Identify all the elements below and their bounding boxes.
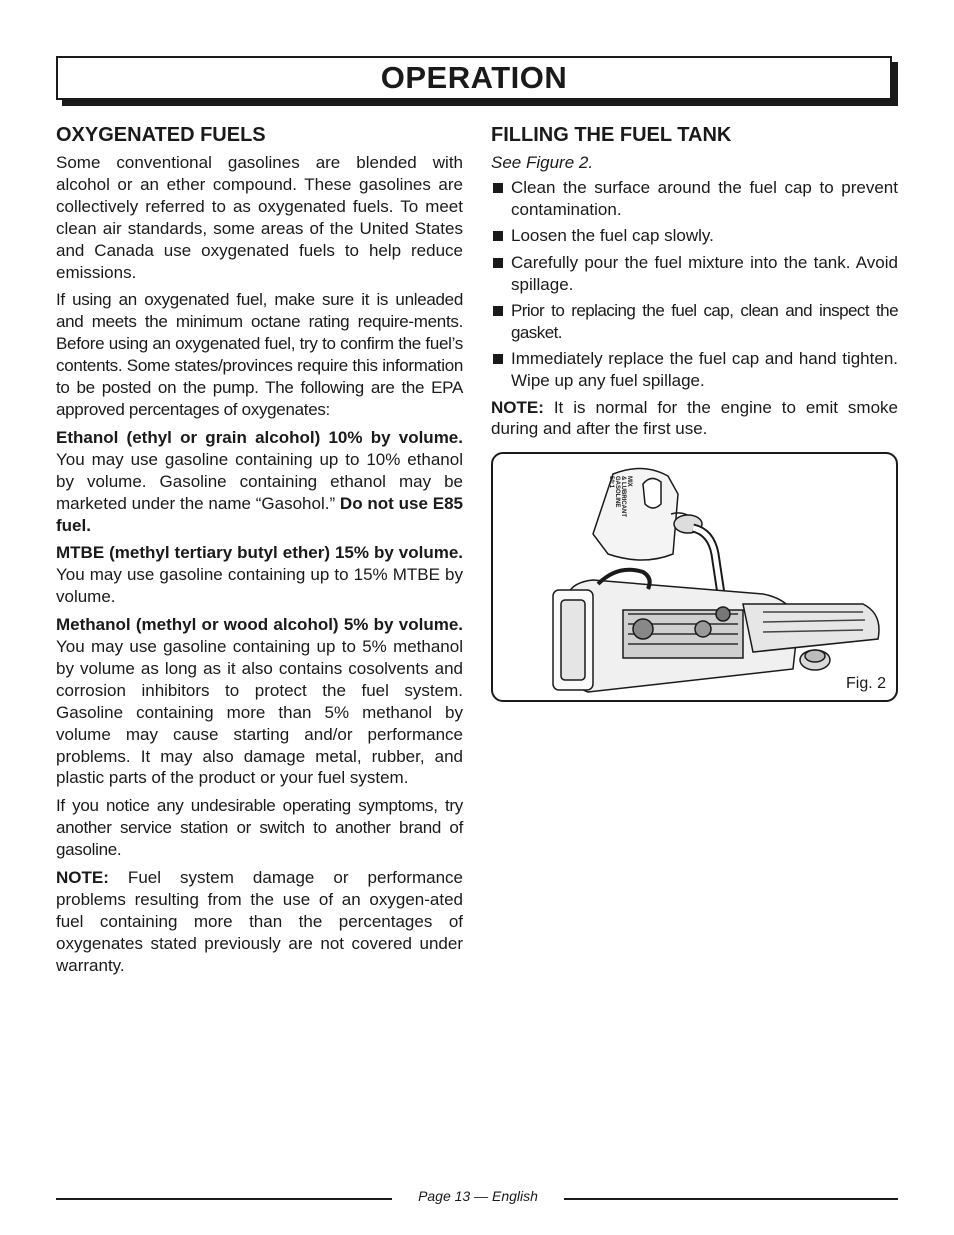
page-title: OPERATION [380,60,568,95]
list-item: Immediately replace the fuel cap and hand tighten. Wipe up any fuel spillage. [491,348,898,392]
footer-divider-right [564,1198,898,1200]
mtbe-paragraph [56,542,463,608]
ethanol-text: You may use gasoline containing up to 10% ethanol by volume. Gasoline containing ethanol may be marketed under the name “Gasohol.” [56,449,463,513]
list-item: Prior to replacing the fuel cap, clean and inspect the gasket. [491,300,898,344]
chainsaw-fueling-illustration [493,454,896,700]
instruction-list [491,177,898,392]
figure-caption: Fig. 2 [845,675,886,693]
ethanol-paragraph [56,427,463,537]
left-column [56,122,463,983]
list-item: Carefully pour the fuel mixture into the tank. Avoid spillage. [491,252,898,296]
svg-text:MIX: MIX [626,476,632,488]
ethanol-heading: Ethanol (ethyl or grain alcohol) 10% by volume. [56,427,463,447]
e85-warning: Do not use E85 fuel. [56,493,463,535]
bullet-square-icon [493,258,503,268]
note-label: NOTE: [56,868,109,888]
list-item: Clean the surface around the fuel cap to prevent contamination. [491,177,898,221]
symptoms-paragraph: If you notice any undesirable operating symptoms, try another service station or switch to another brand of gasoline. [56,796,463,860]
methanol-heading: Methanol (methyl or wood alcohol) 5% by volume. [56,615,463,635]
filling-fuel-tank-heading: FILLING THE FUEL TANK [491,124,732,146]
footer-divider-left [56,1198,392,1200]
methanol-text: You may use gasoline containing up to 5% methanol by volume as long as it also contains cosolvents and corrosion inhibitors to protect the fuel system. Gasoline containing more than 5% methanol by volume may cause starting and/or performance problems. It may also damage metal, rubber, and plastic parts of the product or your fuel system. [56,637,463,788]
right-column [491,122,898,702]
figure-2 [491,452,898,702]
oxygenated-fuels-heading: OXYGENATED FUELS [56,124,266,146]
note-text: Fuel system damage or performance problems resulting from the use of an oxygen-ated fuel containing more than the percentages of oxygenates stated previously are not covered under warranty. [56,868,463,975]
svg-text:& LUBRICANT: & LUBRICANT [620,476,626,518]
note-text: It is normal for the engine to emit smoke during and after the first use. [491,397,898,439]
mtbe-heading: MTBE (methyl tertiary butyl ether) 15% by volume. [56,543,463,563]
page-number: Page 13 — English [418,1188,538,1204]
oxygenated-requirements-paragraph: If using an oxygenated fuel, make sure it is unleaded and meets the minimum octane rating require-ments. Before using an oxygenated fuel, try to confirm the fuel’s contents. Some states/provinces require this information to be posted on the pump. The following are the EPA approved percentages of oxygenates: [56,290,463,419]
methanol-paragraph [56,614,463,789]
bullet-square-icon [493,183,503,193]
smoke-note [491,397,898,441]
bullet-square-icon [493,306,503,316]
svg-text:GASOLINE: GASOLINE [614,476,620,508]
note-label: NOTE: [491,397,544,417]
fuel-cap-icon [800,650,830,670]
section-banner [56,56,892,100]
see-figure-reference: See Figure 2. [491,153,594,172]
bullet-square-icon [493,231,503,241]
svg-text:50:1: 50:1 [608,476,614,489]
page-footer [56,1186,898,1210]
list-item: Loosen the fuel cap slowly. [491,225,898,247]
mtbe-text: You may use gasoline containing up to 15% MTBE by volume. [56,565,463,607]
bullet-square-icon [493,354,503,364]
warranty-note [56,867,463,977]
oxygenated-intro-paragraph: Some conventional gasolines are blended with alcohol or an ether compound. These gasolines are collectively referred to as oxygenated fuels. To meet clean air standards, some areas of the United States and Canada use oxygenated fuels to help reduce emissions. [56,153,463,282]
